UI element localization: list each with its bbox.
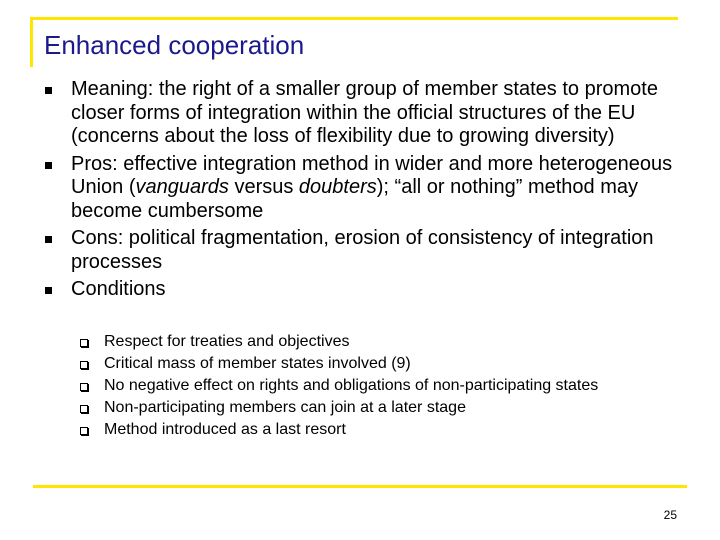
square-bullet-icon xyxy=(45,87,52,94)
bullet-pros-text-after: ); “all or nothing” method may become cumbersome xyxy=(71,176,638,222)
frame-left-rule xyxy=(30,17,33,67)
condition-text: Non-participating members can join at a later stage xyxy=(104,399,466,416)
bullet-pros-emphasis-vanguards: vanguards xyxy=(135,176,229,198)
condition-item xyxy=(80,333,680,351)
condition-item xyxy=(80,355,680,373)
condition-item xyxy=(80,399,680,417)
main-bullet-list xyxy=(44,78,684,302)
condition-item xyxy=(80,377,680,395)
hollow-square-bullet-icon xyxy=(80,339,88,347)
square-bullet-icon xyxy=(45,236,52,243)
hollow-square-bullet-icon xyxy=(80,427,88,435)
bullet-conditions xyxy=(44,278,684,302)
bullet-pros-text-between: versus xyxy=(228,176,299,198)
page-number: 25 xyxy=(663,508,677,522)
bullet-meaning xyxy=(44,78,684,149)
square-bullet-icon xyxy=(45,162,52,169)
condition-text: Respect for treaties and objectives xyxy=(104,333,350,350)
condition-text: No negative effect on rights and obligations of non-participating states xyxy=(104,377,599,394)
conditions-sub-list xyxy=(80,333,680,439)
bullet-cons xyxy=(44,227,684,274)
hollow-square-bullet-icon xyxy=(80,405,88,413)
condition-text: Method introduced as a last resort xyxy=(104,421,346,438)
condition-item xyxy=(80,421,680,439)
square-bullet-icon xyxy=(45,287,52,294)
bullet-cons-text: Cons: political fragmentation, erosion of consistency of integration processes xyxy=(71,227,654,273)
hollow-square-bullet-icon xyxy=(80,383,88,391)
bullet-pros xyxy=(44,153,684,224)
bullet-pros-text-before: Pros: effective integration method in wider and more heterogeneous Union ( xyxy=(71,152,673,198)
slide-title: Enhanced cooperation xyxy=(44,30,305,60)
bullet-meaning-text: Meaning: the right of a smaller group of member states to promote closer forms of integration within the official structures of the EU (concerns about the loss of flexibility due to growing diversity) xyxy=(71,78,658,147)
condition-text: Critical mass of member states involved (9) xyxy=(104,355,411,372)
hollow-square-bullet-icon xyxy=(80,361,88,369)
frame-top-rule xyxy=(30,17,678,20)
frame-bottom-rule xyxy=(33,485,687,488)
bullet-conditions-text: Conditions xyxy=(71,278,166,300)
bullet-pros-emphasis-doubters: doubters xyxy=(298,176,377,198)
